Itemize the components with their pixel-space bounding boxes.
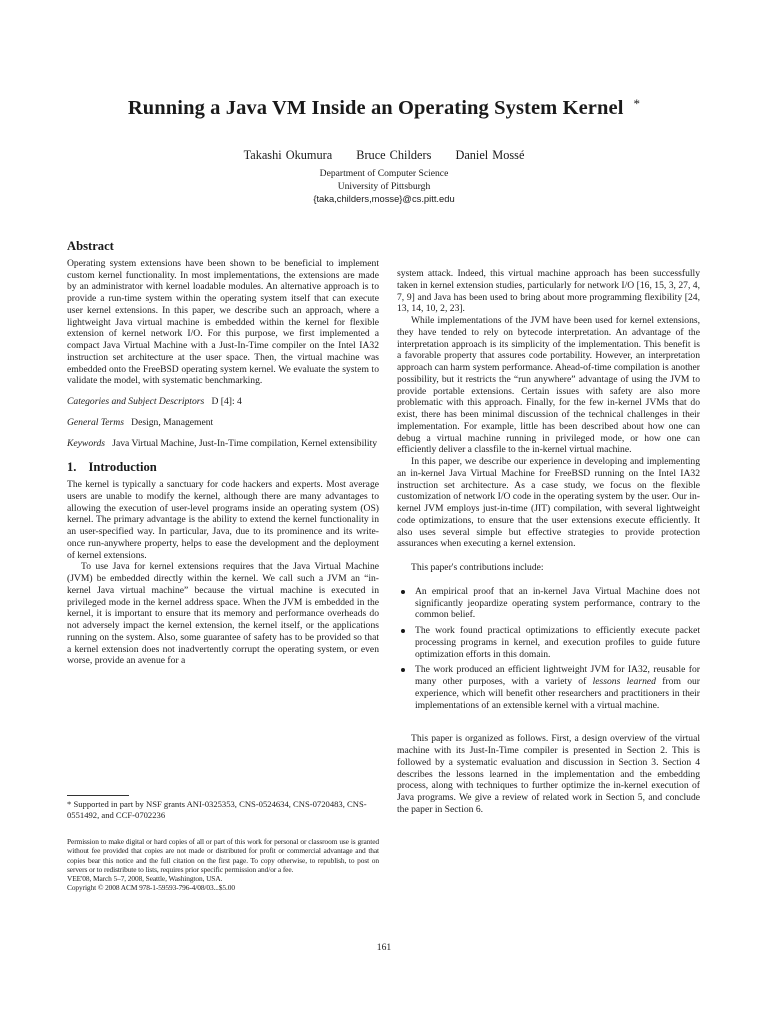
- title-footnote-mark: *: [633, 96, 641, 111]
- venue-line: VEE'08, March 5–7, 2008, Seattle, Washington, USA.: [67, 874, 223, 884]
- right-paragraph-1: system attack. Indeed, this virtual machine approach has been successfully taken in kernel extension studies, particularly for network I/O [16, 15, 3, 27, 4, 7, 9] and Java has been used to bring about more programming flexibility [24, 13, 14, 10, 2, 23].: [397, 268, 700, 315]
- bullet-dot: [401, 629, 405, 633]
- general-terms-value: Design, Management: [131, 416, 214, 428]
- contribution-list: [397, 586, 700, 712]
- organization-paragraph: This paper is organized as follows. First, a design overview of the virtual machine with its Just-In-Time compiler is presented in Section 2. This is followed by a systematic evaluation and discussion in Section 3. Section 4 describes the lessons learned in the implementation and the embedding process, along with techniques to further optimize the in-kernel execution of Java programs. We give a review of related work in Section 5, and conclude the paper in Section 6.: [397, 733, 700, 815]
- intro-section-number: 1.: [67, 460, 77, 475]
- right-paragraph-3: In this paper, we describe our experience in developing and implementing an in-kernel Java Virtual Machine for FreeBSD running on the Intel IA32 instruction set architecture. As a case study, we focus on the flexible customization of network I/O code in the operating system by the user. Our in-kernel JVM employs just-in-time (JIT) compilation, with several lightweight code optimizations, to ensure that the user extensions execute efficiently. It also uses several simple but effective strategies to provide protection assurances when executing a kernel extension.: [397, 456, 700, 550]
- contribution-text: The work found practical optimizations to efficiently execute packet processing programs in kernel, and execution profiles to guide future optimization efforts in this domain.: [415, 625, 700, 660]
- right-column: [397, 268, 700, 816]
- paper-title: [0, 96, 768, 120]
- intro-heading: [67, 462, 379, 474]
- left-column: [67, 241, 379, 667]
- general-terms-line: [67, 417, 379, 429]
- abstract-text: Operating system extensions have been shown to be beneficial to implement custom kernel functionality. In most implementations, the extensions are made by an administrator with kernel loadable modules. An alternative approach is to provide a run-time system within the operating system itself that can execute user kernel extensions. In this paper, we describe such an approach, where a lightweight Java virtual machine is embedded within the kernel for flexible extension of kernel network I/O. For this purpose, we first implemented a compact Java Virtual Machine with a Just-In-Time compiler on the Intel IA32 instruction set architecture at the user space. Then, the virtual machine was embedded onto the FreeBSD operating system kernel. We evaluate the system to validate the model, with systematic benchmarking.: [67, 257, 379, 387]
- right-paragraph-2: While implementations of the JVM have been used for kernel extensions, they have tended to rely on bytecode interpretation. An advantage of the interpretation approach is its simplicity of the implementation. This benefit is a favorable property that assures code portability. However, an interpretation approach can harm system performance. Ahead-of-time compilation is another possibility, but it restricts the “run anywhere” advantage of using the JVM to provide portable extensions. Certain issues with safety are also more problematic with this approach. Finally, for the few in-kernel JVMs that do exist, there has been minimal discussion of the technical challenges in their implementation. For example, little has been described about how one can debug a virtual machine running in privileged mode, or how one can efficiently deliver a classfile to the in-kernel virtual machine.: [397, 315, 700, 456]
- department: Department of Computer Science: [319, 168, 449, 179]
- intro-paragraph-2: To use Java for kernel extensions requires that the Java Virtual Machine (JVM) be embedded directly within the kernel. We call such a JVM an “in-kernel Java virtual machine” because the virtual machine is executed in privileged mode in the kernel address space. When the JVM is embedded in the kernel, it is important to ensure that its memory and performance overheads do not adversely impact the kernel extension, the kernel itself, or the applications running on the system. Also, some guarantee of safety has to be provided so that a kernel extension does not inadvertently corrupt the operating system, or even worse, provide an avenue for a: [67, 561, 379, 667]
- author-3: Daniel Mossé: [455, 148, 525, 162]
- author-2: Bruce Childers: [356, 148, 432, 162]
- contribution-text-end: from our experience, which will benefit other researchers and practitioners in their implementations of an extensible kernel with a virtual machine.: [415, 676, 700, 711]
- permission-text: Permission to make digital or hard copies of all or part of this work for personal or classroom use is granted without fee provided that copies are not made or distributed for profit or commercial advantage and that copies bear this notice and the full citation on the first page. To copy otherwise, to republish, to post on servers or to redistribute to lists, requires prior specific permission and/or a fee.: [67, 837, 379, 874]
- permission-notice: [67, 837, 379, 893]
- contribution-text-start: The work produced an efficient lightweight JVM for IA32, reusable for many other purposes, with a variety of: [415, 664, 700, 687]
- keywords-line: [67, 438, 379, 450]
- keywords-value: Java Virtual Machine, Just-In-Time compilation, Kernel extensibility: [112, 437, 378, 449]
- affiliation: [0, 168, 768, 206]
- contributions-intro: This paper's contributions include:: [411, 562, 544, 573]
- page-number: 161: [376, 942, 392, 953]
- intro-paragraph-1: The kernel is typically a sanctuary for code hackers and experts. Most average users are unable to modify the kernel, although there are many advantages to allowing the execution of user-level programs inside an operating system (OS) kernel. The primary advantage is the ability to extend the kernel functionality in an user-specified way. In particular, Java, due to its prominence and its write-once run-anywhere property, helps to ease the development and the deployment of kernel extensions.: [67, 479, 379, 561]
- general-terms-label: General Terms: [67, 416, 124, 428]
- keywords-label: Keywords: [67, 437, 106, 449]
- author-list: [0, 148, 768, 163]
- funding-footnote: * Supported in part by NSF grants ANI-0325353, CNS-0524634, CNS-0720483, CNS-0551492, and CCF-0702236: [67, 799, 367, 820]
- footnote-rule: [67, 795, 129, 796]
- copyright-line: Copyright © 2008 ACM 978-1-59593-796-4/08/03...$5.00: [67, 883, 235, 893]
- bullet-dot: [401, 668, 405, 672]
- contribution-emphasis: lessons learned: [592, 676, 656, 687]
- contribution-item: [397, 625, 700, 660]
- categories-value: D [4]: 4: [211, 396, 242, 407]
- contribution-item: [397, 586, 700, 621]
- abstract-heading: Abstract: [67, 239, 114, 253]
- categories-line: [67, 396, 379, 408]
- bullet-dot: [401, 590, 405, 594]
- title-text: Running a Java VM Inside an Operating System Kernel: [127, 97, 624, 119]
- contribution-text: An empirical proof that an in-kernel Java Virtual Machine does not significantly jeopardize operating system performance, contrary to the common belief.: [415, 585, 700, 621]
- categories-label: Categories and Subject Descriptors: [67, 396, 205, 407]
- university: University of Pittsburgh: [337, 180, 431, 192]
- contribution-item: [397, 664, 700, 711]
- author-1: Takashi Okumura: [243, 148, 333, 162]
- author-email: {taka,childers,mosse}@cs.pitt.edu: [313, 193, 455, 205]
- intro-heading-text: Introduction: [88, 460, 157, 475]
